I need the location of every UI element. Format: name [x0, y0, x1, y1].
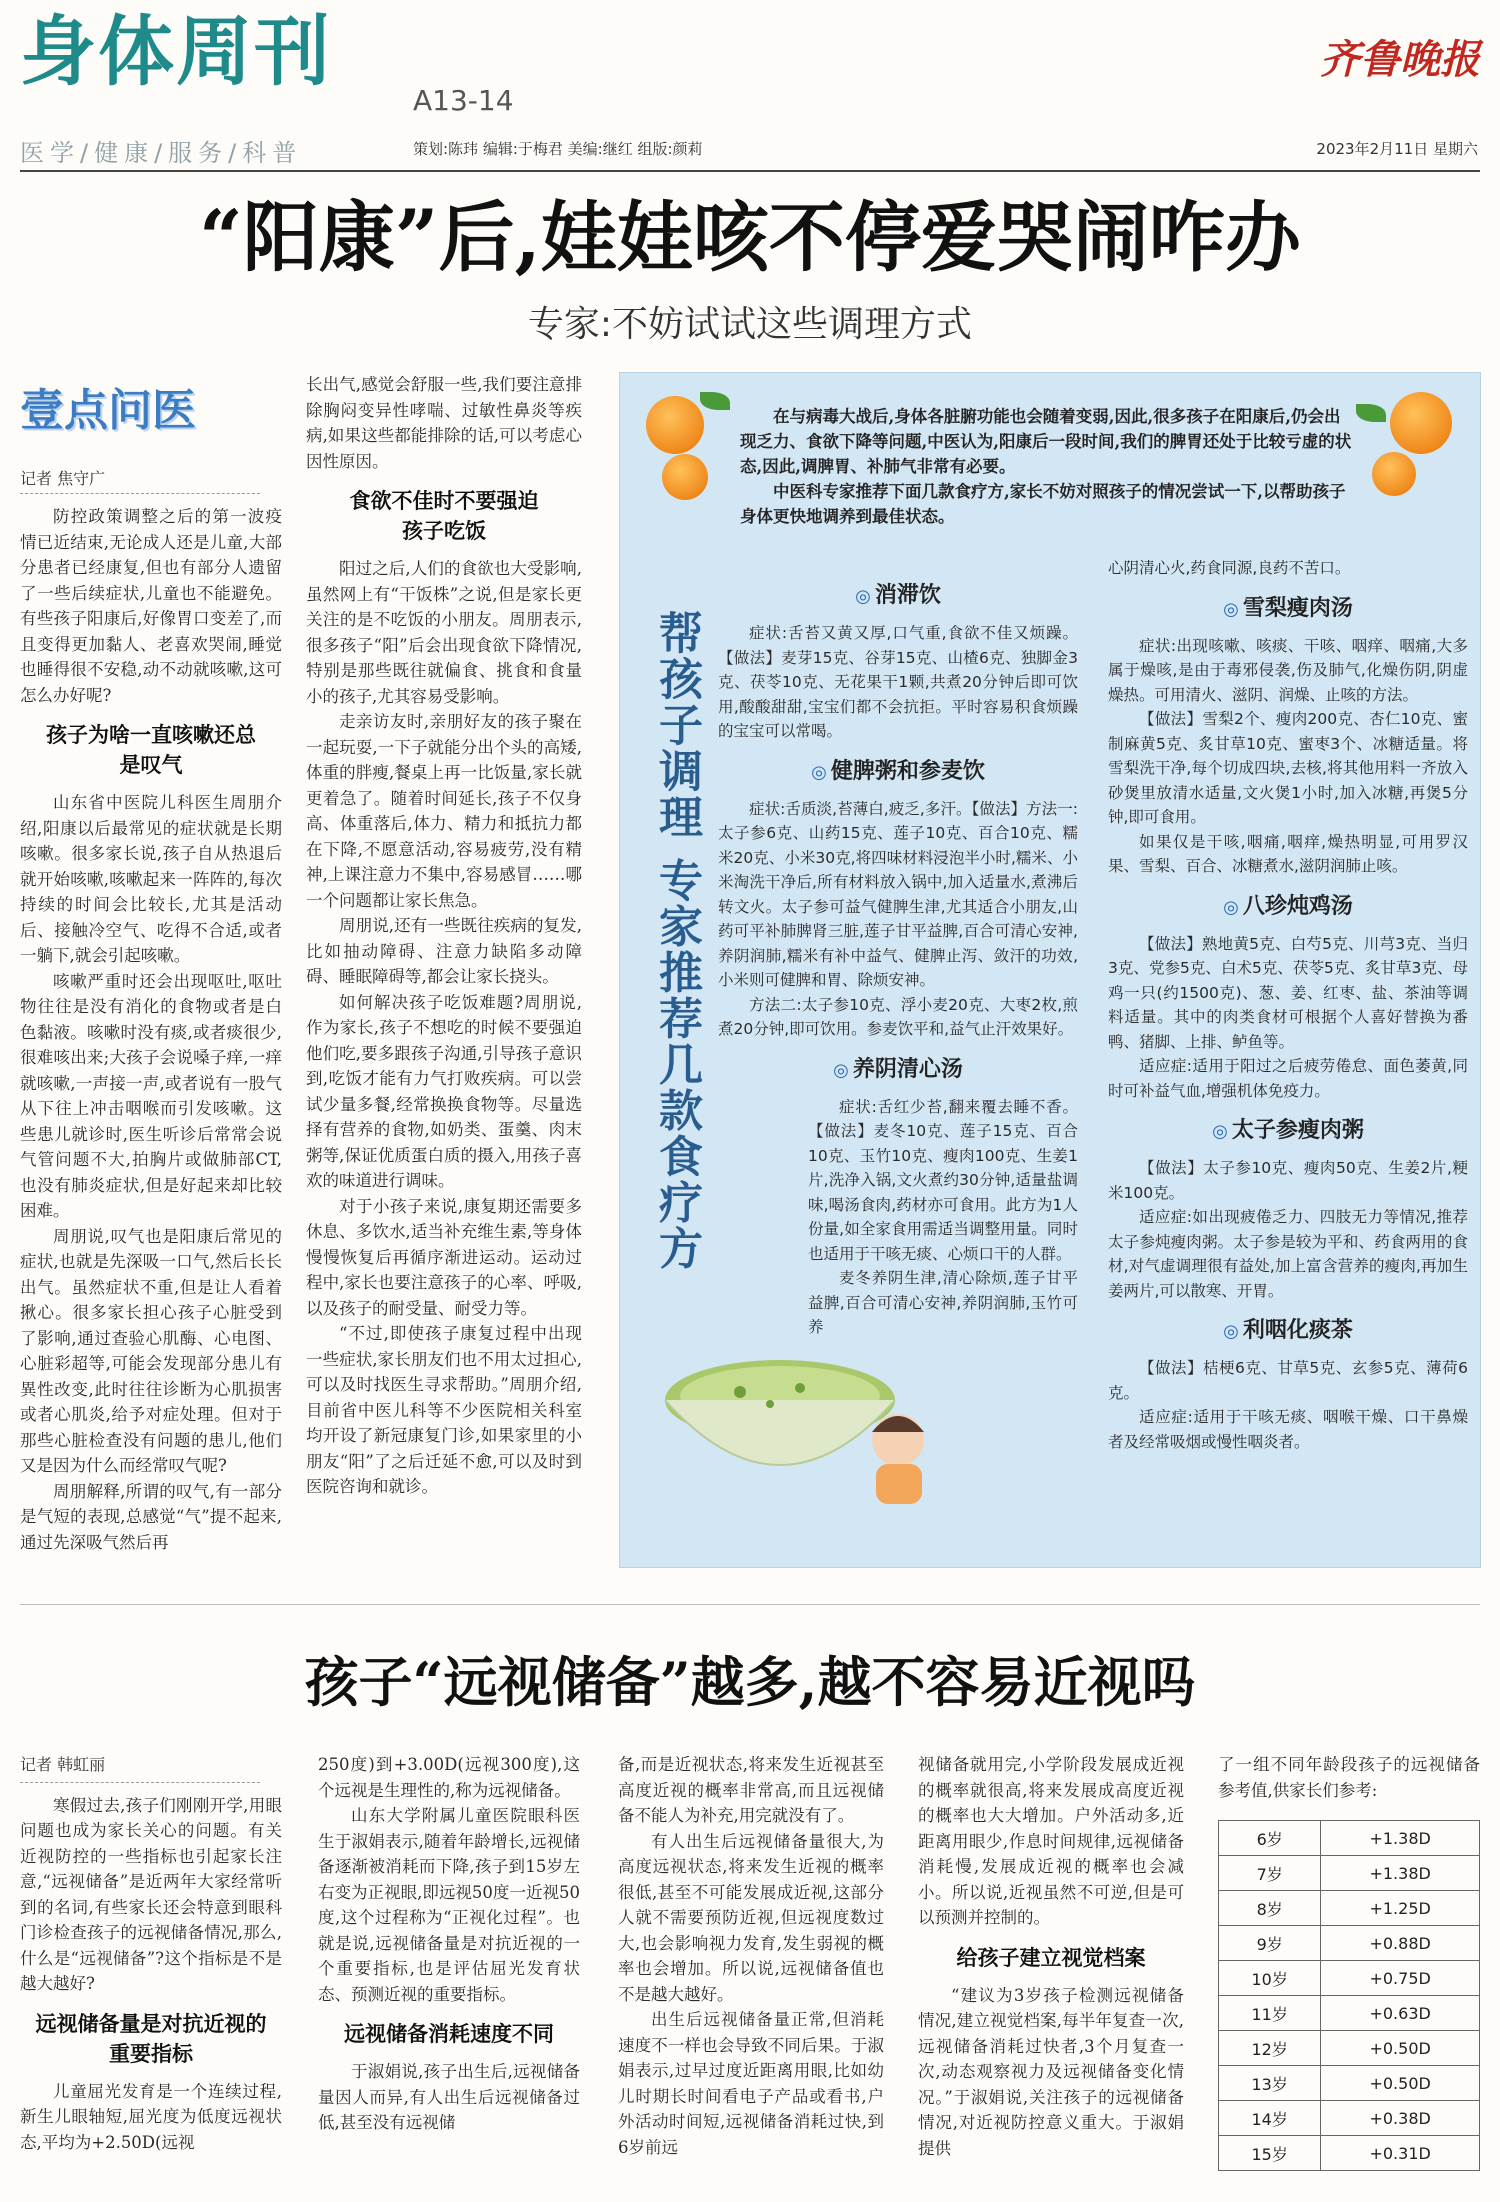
age-cell: 14岁: [1219, 2101, 1321, 2136]
recipe-title: ◎ 雪梨瘦肉汤: [1223, 594, 1353, 621]
reserve-value-cell: +0.50D: [1321, 2066, 1480, 2101]
age-cell: 13岁: [1219, 2066, 1321, 2101]
table-row: [1219, 2031, 1480, 2066]
recipe-title: ◎ 健脾粥和参麦饮: [811, 757, 985, 784]
section-heading: 孩子为啥一直咳嗽还总是叹气: [46, 722, 256, 777]
article1-column-2: [306, 372, 582, 1500]
recipe-column-1: [718, 568, 1078, 1340]
paragraph: 视储备就用完,小学阶段发展成近视的概率就很高,将来发展成高度近视的概率也大大增加。户外活动多,近距离用眼少,作息时间规律,远视储备消耗慢,发展成近视的概率也会减小。所以说,近视虽然不可逆,但是可以预测并控制的。: [918, 1755, 1184, 1927]
reserve-value-cell: +0.38D: [1321, 2101, 1480, 2136]
paragraph: 周朋说,叹气也是阳康后常见的症状,也就是先深吸一口气,然后长长出气。虽然症状不重,但是让人看着揪心。很多家长担心孩子心脏受到了影响,通过查验心肌酶、心电图、心脏彩超等,可能会发现部分患儿有異性改变,此时往往诊断为心肌损害或者心肌炎,给予对症处理。但对于那些心脏检查没有问题的患儿,他们又是因为什么而经常叹气呢?: [20, 1226, 282, 1475]
paragraph: 周朋解释,所谓的叹气,有一部分是气短的表现,总感觉“气”提不起来,通过先深吸气然后再: [20, 1481, 282, 1552]
orange-illustration: [1390, 392, 1452, 454]
reserve-value-cell: +1.25D: [1321, 1891, 1480, 1926]
recipe-text: 心阴清心火,药食同源,良药不苦口。: [1108, 559, 1351, 577]
article2-column-1: [20, 1752, 282, 2155]
section-heading: 远视储备消耗速度不同: [344, 2021, 554, 2046]
age-cell: 9岁: [1219, 1926, 1321, 1961]
article2-column-2: [318, 1752, 580, 2136]
recipe-text: 症状:出现咳嗽、咳痰、干咳、咽痒、咽痛,大多属于燥咳,是由于毒邪侵袭,伤及肺气,化燥伤阴,阴虚燥热。可用清火、滋阴、润燥、止咳的方法。 【做法】雪梨2个、瘦肉200克、杏仁10克、蜜制麻黄5克、炙甘草10克、蜜枣3个、冰糖适量。将雪梨洗干净,每个切成四块,去核,将其他用料一齐放入砂煲里放清水适量,文火煲1小时,加入冰糖,再煲5分钟,即可食用。 如果仅是干咳,咽痛,咽痒,燥热明显,可用罗汉果、雪梨、百合、冰糖煮水,滋阴润肺止咳。: [1108, 636, 1468, 875]
paragraph: 如何解决孩子吃饭难题?周朋说,作为家长,孩子不想吃的时候不要强迫他们吃,要多跟孩子沟通,引导孩子意识到,吃饭才能有力气打败疾病。可以尝试少量多餐,经常换换食物等。尽量选择有营养的食物,如奶类、蛋羹、肉末粥等,保证优质蛋白质的摄入,用孩子喜欢的味道进行调味。: [306, 992, 582, 1190]
age-cell: 11岁: [1219, 1996, 1321, 2031]
table-row: [1219, 2101, 1480, 2136]
reserve-value-cell: +0.75D: [1321, 1961, 1480, 1996]
recipe-column-2: [1108, 556, 1468, 1454]
circle-icon: ◎: [1212, 1121, 1228, 1142]
age-cell: 8岁: [1219, 1891, 1321, 1926]
editor-credits: 策划:陈玮 编辑:于梅君 美编:继红 组版:颜莉: [413, 140, 703, 158]
article2-headline: 孩子“远视储备”越多,越不容易近视吗: [304, 1650, 1196, 1714]
recipe-text: 【做法】太子参10克、瘦肉50克、生姜2片,粳米100克。 适应症:如出现疲倦乏力、四肢无力等情况,推荐太子参炖瘦肉粥。太子参是较为平和、药食两用的食材,对气虚调理很有益处,加上富含营养的瘦肉,再加生姜两片,可以散寒、开胃。: [1108, 1159, 1468, 1300]
paragraph: 对于小孩子来说,康复期还需要多休息、多饮水,适当补充维生素,等身体慢慢恢复后再循序渐进运动。运动过程中,家长也要注意孩子的心率、呼吸,以及孩子的耐受量、耐受力等。: [306, 1196, 582, 1318]
paragraph: 寒假过去,孩子们刚刚开学,用眼问题也成为家长关心的问题。有关近视防控的一些指标也引起家长注意,“远视储备”是近两年大家经常听到的名词,有些家长还会特意到眼科门诊检查孩子的远视储备情况,那么,什么是“远视储备”?这个指标是不是越大越好?: [20, 1795, 282, 1993]
article2-column-3: [618, 1752, 884, 2160]
page-number: A13-14: [413, 84, 514, 117]
article2-column-5: [1218, 1752, 1480, 1803]
masthead-title: 身体周刊: [20, 7, 332, 96]
recipe-title: ◎ 利咽化痰茶: [1223, 1317, 1353, 1343]
orange-illustration: [1372, 452, 1416, 496]
paragraph: “不过,即使孩子康复过程中出现一些症状,家长朋友们也不用太过担心,可以及时找医生寻求帮助。”周朋介绍,目前省中医儿科等不少医院相关科室均开设了新冠康复门诊,如果家里的小朋友“阳”了之后迁延不愈,可以及时到医院咨询和就诊。: [306, 1324, 582, 1496]
reserve-value-cell: +0.50D: [1321, 2031, 1480, 2066]
circle-icon: ◎: [1223, 598, 1239, 620]
recipe-title: ◎ 养阴清心汤: [833, 1055, 963, 1082]
reserve-value-cell: +0.31D: [1321, 2136, 1480, 2171]
paragraph: 250度)到+3.00D(远视300度),这个远视是生理性的,称为远视储备。: [318, 1755, 580, 1800]
age-cell: 6岁: [1219, 1821, 1321, 1856]
reserve-value-cell: +1.38D: [1321, 1856, 1480, 1891]
table-row: [1219, 1961, 1480, 1996]
column-badge: 壹点问医: [20, 385, 196, 436]
recipe-title: ◎ 八珍炖鸡汤: [1223, 892, 1353, 919]
reserve-value-cell: +0.88D: [1321, 1926, 1480, 1961]
masthead-subtitle: 医学/健康/服务/科普: [20, 139, 303, 167]
section-heading: 远视储备量是对抗近视的重要指标: [35, 2010, 267, 2066]
paragraph: 备,而是近视状态,将来发生近视甚至高度近视的概率非常高,而且远视储备不能人为补充,用完就没有了。: [618, 1755, 884, 1825]
recipe-vertical-title: 帮孩子调理 专家推荐几款食疗方: [651, 610, 702, 1272]
article1-headline: “阳康”后,娃娃咳不停爱哭闹咋办: [199, 193, 1301, 282]
article1-column-1: [20, 504, 282, 1555]
reserve-value-cell: +0.63D: [1321, 1996, 1480, 2031]
paragraph: 长出气,感觉会舒服一些,我们要注意排除胸闷变异性哮喘、过敏性鼻炎等疾病,如果这些都能排除的话,可以考虑心因性原因。: [306, 375, 582, 471]
paragraph: “建议为3岁孩子检测远视储备情况,建立视觉档案,每半年复查一次,远视储备消耗过快者,3个月复查一次,动态观察视力及远视储备变化情况。”于淑娟说,关注孩子的远视储备情况,对近视防控意义重大。于淑娟提供: [918, 1985, 1184, 2158]
orange-illustration: [646, 396, 704, 454]
table-row: [1219, 1926, 1480, 1961]
recipe-text: 症状:舌质淡,苔薄白,疲乏,多汗。【做法】方法一:太子参6克、山药15克、莲子10克、百合10克、糯米20克、小米30克,将四味材料浸泡半小时,糯米、小米淘洗干净后,所有材料放入锅中,加入适量水,煮沸后转文火。太子参可益气健脾生津,尤其适合小朋友,山药可平补肺脾肾三脏,莲子甘平益脾,百合可清心安神,养阴润肺,糯米有补中益气、健脾止泻、敛汗的功效,小米则可健脾和胃、除烦安神。 方法二:太子参10克、浮小麦20克、大枣2枚,煎煮20分钟,即可饮用。参麦饮平和,益气止汗效果好。: [718, 799, 1078, 1038]
article1-reporter: 记者 焦守广: [20, 466, 260, 494]
article2-column-4: [918, 1752, 1184, 2161]
table-row: [1219, 1821, 1480, 1856]
paragraph: 中医科专家推荐下面几款食疗方,家长不妨对照孩子的情况尝试一下,以帮助孩子身体更快地调养到最佳状态。: [740, 482, 1346, 526]
paragraph: 走亲访友时,亲朋好友的孩子聚在一起玩耍,一下子就能分出个头的高矮,体重的胖瘦,餐桌上再一比饭量,家长就更着急了。随着时间延长,孩子不仅身高、体重落后,体力、精力和抵抗力都在下降,不愿意活动,容易疲劳,没有精神,上课注意力不集中,容易感冒……哪一个问题都让家长焦急。: [306, 712, 582, 910]
issue-date: 2023年2月11日 星期六: [1316, 140, 1478, 158]
section-heading: 给孩子建立视觉档案: [956, 1944, 1146, 1970]
paragraph: 咳嗽严重时还会出现呕吐,呕吐物往往是没有消化的食物或者是白色黏液。咳嗽时没有痰,或者痰很少,很难咳出来;大孩子会说嗓子痒,一痒就咳嗽,一声接一声,或者说有一股气从下往上冲击咽喉而引发咳嗽。这些患儿就诊时,医生听诊后常常会说气管问题不大,拍胸片或做肺部CT,也没有肺炎症状,但是好起来却比较困难。: [20, 971, 282, 1220]
age-cell: 12岁: [1219, 2031, 1321, 2066]
circle-icon: ◎: [1223, 1321, 1239, 1342]
circle-icon: ◎: [833, 1059, 849, 1081]
recipe-text: 【做法】熟地黄5克、白芍5克、川芎3克、当归3克、党参5克、白术5克、茯苓5克、炙甘草3克、母鸡一只(约1500克)、葱、姜、红枣、盐、茶油等调料适量。其中的肉类食材可根据个人喜好替换为番鸭、猪脚、上排、鲈鱼等。 适应症:适用于阳过之后疲劳倦怠、面色萎黄,同时可补益气血,增强机体免疫力。: [1108, 934, 1468, 1100]
hyperopia-reserve-table: [1218, 1820, 1480, 2171]
newspaper-logo: 齐鲁晚报: [1320, 36, 1480, 83]
paragraph: 了一组不同年龄段孩子的远视储备参考值,供家长们参考:: [1218, 1755, 1480, 1800]
article2-reporter: 记者 韩虹丽: [20, 1752, 260, 1783]
paragraph: 于淑娟说,孩子出生后,远视储备量因人而异,有人出生后远视储备过低,甚至没有远视储: [318, 2062, 580, 2132]
reserve-value-cell: +1.38D: [1321, 1821, 1480, 1856]
paragraph: 山东大学附属儿童医院眼科医生于淑娟表示,随着年龄增长,远视储备逐渐被消耗而下降,孩子到15岁左右变为正视眼,即远视50度一近视50度,这个过程称为“正视化过程”。也就是说,远视储备量是对抗近视的一个重要指标,也是评估屈光发育状态、预测近视的重要指标。: [318, 1806, 580, 2004]
recipe-text: 症状:舌红少苔,翻来覆去睡不香。【做法】麦冬10克、莲子15克、百合10克、玉竹10克、瘦肉100克、生姜1片,洗净入锅,文火煮约30分钟,适量盐调味,喝汤食肉,药材亦可食用。此方为1人份量,如全家食用需适当调整用量。同时也适用于干咳无痰、心烦口干的人群。 麦冬养阴生津,清心除烦,莲子甘平益脾,百合可清心安神,养阴润肺,玉竹可养: [808, 1097, 1078, 1336]
recipe-title: ◎ 消滞饮: [855, 582, 941, 608]
masthead-rule: [20, 170, 1480, 172]
table-row: [1219, 1996, 1480, 2031]
section-divider: [20, 1604, 1480, 1605]
paragraph: 儿童屈光发育是一个连续过程,新生儿眼轴短,屈光度为低度远视状态,平均为+2.50D(远视: [20, 2081, 282, 2152]
age-cell: 15岁: [1219, 2136, 1321, 2171]
paragraph: 防控政策调整之后的第一波疫情已近结束,无论成人还是儿童,大部分患者已经康复,但也有部分人遗留了一些后续症状,儿童也不能避免。有些孩子阳康后,好像胃口变差了,而且变得更加黏人、老喜欢哭闹,睡觉也睡得很不安稳,动不动就咳嗽,这可怎么办好呢?: [20, 507, 282, 705]
age-cell: 10岁: [1219, 1961, 1321, 1996]
circle-icon: ◎: [811, 761, 827, 783]
paragraph: 阳过之后,人们的食欲也大受影响,虽然网上有“干饭株”之说,但是家长更关注的是不吃饭的小朋友。周朋表示,很多孩子“阳”后会出现食欲下降情况,特别是那些既往就偏食、挑食和食量小的孩子,尤其容易受影响。: [306, 559, 582, 706]
recipe-text: 【做法】桔梗6克、甘草5克、玄参5克、薄荷6克。 适应症:适用于干咳无痰、咽喉干燥、口干鼻燥者及经常吸烟或慢性咽炎者。: [1108, 1359, 1468, 1451]
paragraph: 有人出生后远视储备量很大,为高度远视状态,将来发生近视的概率很低,甚至不可能发展成近视,这部分人就不需要预防近视,但远视度数过大,也会影响视力发育,发生弱视的概率也会增加。所以说,远视储备值也不是越大越好。: [618, 1831, 884, 2004]
table-row: [1219, 1856, 1480, 1891]
section-heading: 食欲不佳时不要强迫孩子吃饭: [349, 488, 539, 543]
circle-icon: ◎: [1223, 896, 1239, 918]
article1-subheadline: 专家:不妨试试这些调理方式: [527, 304, 973, 345]
age-cell: 7岁: [1219, 1856, 1321, 1891]
orange-illustration: [662, 454, 708, 500]
circle-icon: ◎: [855, 586, 871, 607]
table-row: [1219, 2066, 1480, 2101]
paragraph: 周朋说,还有一些既往疾病的复发,比如抽动障碍、注意力缺陷多动障碍、睡眠障碍等,都会让家长挠头。: [306, 916, 582, 986]
table-row: [1219, 1891, 1480, 1926]
paragraph: 出生后远视储备量正常,但消耗速度不一样也会导致不同后果。于淑娟表示,过早过度近距离用眼,比如幼儿时期长时间看电子产品或看书,户外活动时间短,远视储备消耗过快,到6岁前远: [618, 2010, 884, 2157]
table-row: [1219, 2136, 1480, 2171]
paragraph: 在与病毒大战后,身体各脏腑功能也会随着变弱,因此,很多孩子在阳康后,仍会出现乏力、食欲下降等问题,中医认为,阳康后一段时间,我们的脾胃还处于比较亏虚的状态,因此,调脾胃、补肺气非常有必要。: [740, 407, 1352, 476]
recipe-title: ◎ 太子参瘦肉粥: [1212, 1117, 1364, 1143]
paragraph: 山东省中医院儿科医生周朋介绍,阳康以后最常见的症状就是长期咳嗽。很多家长说,孩子自从热退后就开始咳嗽,咳嗽起来一阵阵的,每次持续的时间会比较长,尤其是活动后、接触冷空气、吃得不合适,或者一躺下,就会引起咳嗽。: [20, 793, 282, 965]
soup-bowl-illustration: [660, 1330, 950, 1520]
recipe-intro: [740, 404, 1352, 529]
recipe-text: 症状:舌苔又黄又厚,口气重,食欲不佳又烦躁。【做法】麦芽15克、谷芽15克、山楂6克、独脚金3克、茯苓10克、无花果干1颗,共煮20分钟后即可饮用,酸酸甜甜,宝宝们都不会抗拒。平时容易积食烦躁的宝宝可以常喝。: [718, 624, 1078, 740]
